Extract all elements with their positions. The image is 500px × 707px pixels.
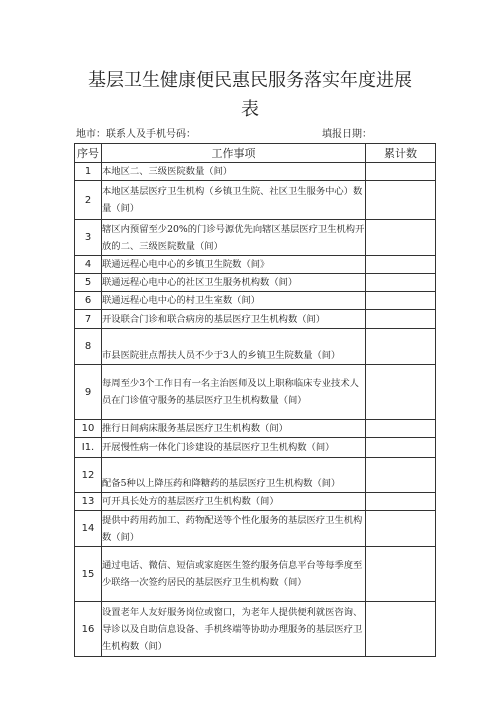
- header-seq: 序号: [75, 144, 102, 163]
- row-number: 12: [75, 458, 102, 493]
- row-item: 联通远程心电中心的乡镇卫生院数（间》: [102, 256, 366, 274]
- table-row: [75, 292, 436, 310]
- table-header-row: [75, 144, 436, 163]
- row-number: 8: [75, 329, 102, 365]
- row-item: 每周至少3个工作日有一名主治医师及以上职称临床专业技术人员在门诊值守服务的基层医疗卫生机构数量（间）: [102, 365, 366, 420]
- row-item: 配备5种以上降压药和降糖药的基层医疗卫生机构数（间）: [102, 458, 366, 493]
- table-row: [75, 420, 436, 438]
- row-count-cell[interactable]: [366, 329, 436, 365]
- row-item: 本地区基层医疗卫生机构（乡镇卫生院、社区卫生服务中心）数量（间）: [102, 181, 366, 220]
- header-item: 工作事项: [102, 144, 366, 163]
- table-row: [75, 438, 436, 458]
- row-number: 16: [75, 602, 102, 657]
- table-row: [75, 163, 436, 181]
- row-count-cell[interactable]: [366, 420, 436, 438]
- row-number: 7: [75, 310, 102, 329]
- row-count-cell[interactable]: [366, 365, 436, 420]
- row-item: 本地区二、三级医院数量（间）: [102, 163, 366, 181]
- row-item: 可开具长处方的基层医疗卫生机构数（间）: [102, 493, 366, 511]
- row-number: 2: [75, 181, 102, 220]
- row-count-cell[interactable]: [366, 220, 436, 256]
- table-row: [75, 310, 436, 329]
- row-count-cell[interactable]: [366, 163, 436, 181]
- row-item: 通过电话、微信、短信或家庭医生签约服务信息平台等每季度至少联络一次签约居民的基层医疗卫生机构数（间）: [102, 547, 366, 602]
- table-row: [75, 493, 436, 511]
- row-item: 辖区内预留至少20%的门诊号源优先向辖区基层医疗卫生机构开放的二、三级医院数量（间）: [102, 220, 366, 256]
- row-count-cell[interactable]: [366, 511, 436, 547]
- row-item: 开设联合门诊和联合病房的基层医疗卫生机构数（间）: [102, 310, 366, 329]
- row-number: 5: [75, 274, 102, 292]
- row-item: 推行日间病床服务基层医疗卫生机构数（间）: [102, 420, 366, 438]
- row-count-cell[interactable]: [366, 256, 436, 274]
- report-title-continued: 表: [241, 99, 259, 120]
- table-row: [75, 256, 436, 274]
- row-number: 10: [75, 420, 102, 438]
- progress-table: [74, 143, 436, 657]
- row-count-cell[interactable]: [366, 602, 436, 657]
- row-number: 14: [75, 511, 102, 547]
- row-count-cell[interactable]: [366, 438, 436, 458]
- row-count-cell[interactable]: [366, 493, 436, 511]
- row-number: 1: [75, 163, 102, 181]
- table-row: [75, 274, 436, 292]
- city-contact-label: 地市：联系人及手机号码：: [76, 129, 196, 140]
- table-row: [75, 329, 436, 365]
- row-item: 设置老年人友好服务岗位或窗口，为老年人提供便利就医咨询、导诊以及自助信息设备、手机终端等协助办理服务的基层医疗卫生机构数（间）: [102, 602, 366, 657]
- table-row: [75, 458, 436, 493]
- table-row: [75, 547, 436, 602]
- row-item: 联通远程心电中心的社区卫生服务机构数（间）: [102, 274, 366, 292]
- row-number: 3: [75, 220, 102, 256]
- row-number: 4: [75, 256, 102, 274]
- row-count-cell[interactable]: [366, 547, 436, 602]
- header-count: 累计数: [366, 144, 436, 163]
- fill-date-label: 填报日期：: [322, 129, 372, 140]
- row-number: 6: [75, 292, 102, 310]
- row-number: 13: [75, 493, 102, 511]
- report-title: 基层卫生健康便民惠民服务落实年度进展: [88, 70, 412, 91]
- row-number: 9: [75, 365, 102, 420]
- row-count-cell[interactable]: [366, 274, 436, 292]
- row-number: I1.: [75, 438, 102, 458]
- row-item: 市县医院驻点帮扶人员不少于3人的乡镇卫生院数量（间）: [102, 329, 366, 365]
- row-item: 联通远程心电中心的村卫生室数（间）: [102, 292, 366, 310]
- row-count-cell[interactable]: [366, 181, 436, 220]
- table-row: [75, 365, 436, 420]
- table-row: [75, 181, 436, 220]
- row-count-cell[interactable]: [366, 458, 436, 493]
- table-row: [75, 511, 436, 547]
- row-item: 开展慢性病一体化门诊建设的基层医疗卫生机构数（间）: [102, 438, 366, 458]
- table-row: [75, 602, 436, 657]
- row-number: 15: [75, 547, 102, 602]
- row-count-cell[interactable]: [366, 310, 436, 329]
- row-item: 提供中药用药加工、药物配送等个性化服务的基层医疗卫生机构数（间）: [102, 511, 366, 547]
- table-row: [75, 220, 436, 256]
- row-count-cell[interactable]: [366, 292, 436, 310]
